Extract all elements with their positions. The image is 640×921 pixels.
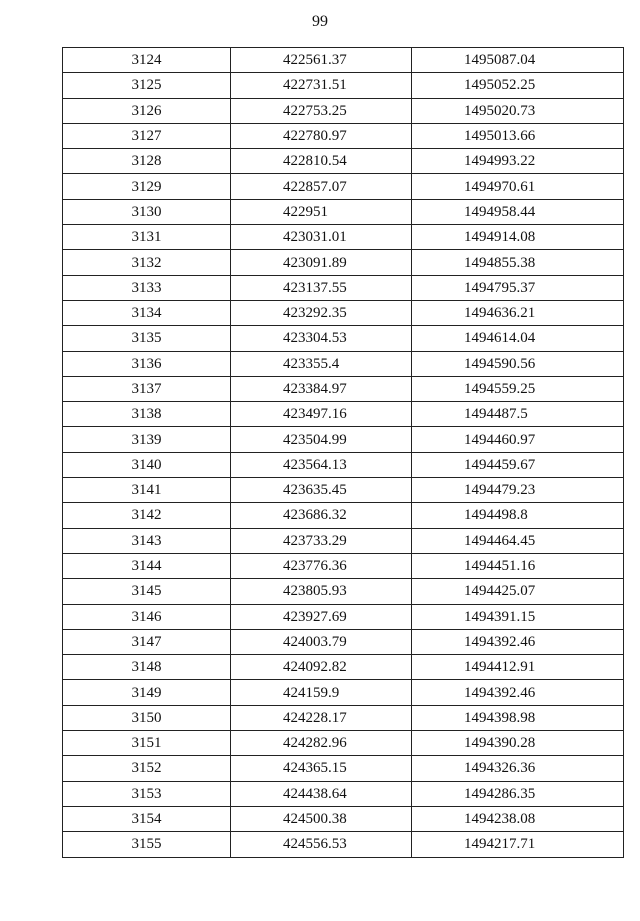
point-id-cell: 3152 xyxy=(63,756,231,781)
x-coordinate-cell: 423355.4 xyxy=(231,351,412,376)
y-coordinate-cell: 1494479.23 xyxy=(412,478,624,503)
x-coordinate-cell: 424092.82 xyxy=(231,655,412,680)
y-coordinate-cell: 1494614.04 xyxy=(412,326,624,351)
point-id-cell: 3146 xyxy=(63,604,231,629)
y-coordinate-cell: 1494914.08 xyxy=(412,225,624,250)
y-coordinate-cell: 1494795.37 xyxy=(412,275,624,300)
table-row xyxy=(63,48,624,73)
table-row xyxy=(63,376,624,401)
x-coordinate-cell: 423733.29 xyxy=(231,528,412,553)
point-id-cell: 3135 xyxy=(63,326,231,351)
point-id-cell: 3137 xyxy=(63,376,231,401)
table-row xyxy=(63,528,624,553)
table-row xyxy=(63,629,624,654)
y-coordinate-cell: 1495087.04 xyxy=(412,48,624,73)
table-row xyxy=(63,123,624,148)
point-id-cell: 3134 xyxy=(63,300,231,325)
point-id-cell: 3153 xyxy=(63,781,231,806)
x-coordinate-cell: 423137.55 xyxy=(231,275,412,300)
table-row xyxy=(63,427,624,452)
table-row xyxy=(63,149,624,174)
y-coordinate-cell: 1494326.36 xyxy=(412,756,624,781)
table-row xyxy=(63,300,624,325)
y-coordinate-cell: 1494464.45 xyxy=(412,528,624,553)
page-number: 99 xyxy=(312,13,328,30)
point-id-cell: 3136 xyxy=(63,351,231,376)
point-id-cell: 3150 xyxy=(63,705,231,730)
table-row xyxy=(63,351,624,376)
table-row xyxy=(63,553,624,578)
coordinates-table xyxy=(62,47,624,858)
table-row xyxy=(63,806,624,831)
point-id-cell: 3128 xyxy=(63,149,231,174)
x-coordinate-cell: 423776.36 xyxy=(231,553,412,578)
y-coordinate-cell: 1495052.25 xyxy=(412,73,624,98)
y-coordinate-cell: 1494460.97 xyxy=(412,427,624,452)
point-id-cell: 3149 xyxy=(63,680,231,705)
point-id-cell: 3125 xyxy=(63,73,231,98)
y-coordinate-cell: 1494217.71 xyxy=(412,832,624,857)
y-coordinate-cell: 1494238.08 xyxy=(412,806,624,831)
x-coordinate-cell: 423686.32 xyxy=(231,503,412,528)
table-row xyxy=(63,680,624,705)
point-id-cell: 3155 xyxy=(63,832,231,857)
y-coordinate-cell: 1494425.07 xyxy=(412,579,624,604)
x-coordinate-cell: 423384.97 xyxy=(231,376,412,401)
table-row xyxy=(63,655,624,680)
point-id-cell: 3140 xyxy=(63,452,231,477)
point-id-cell: 3144 xyxy=(63,553,231,578)
y-coordinate-cell: 1494855.38 xyxy=(412,250,624,275)
x-coordinate-cell: 423292.35 xyxy=(231,300,412,325)
x-coordinate-cell: 424003.79 xyxy=(231,629,412,654)
point-id-cell: 3139 xyxy=(63,427,231,452)
point-id-cell: 3148 xyxy=(63,655,231,680)
x-coordinate-cell: 424159.9 xyxy=(231,680,412,705)
table-row xyxy=(63,604,624,629)
x-coordinate-cell: 423091.89 xyxy=(231,250,412,275)
x-coordinate-cell: 422780.97 xyxy=(231,123,412,148)
y-coordinate-cell: 1495020.73 xyxy=(412,98,624,123)
x-coordinate-cell: 422857.07 xyxy=(231,174,412,199)
y-coordinate-cell: 1494590.56 xyxy=(412,351,624,376)
y-coordinate-cell: 1494498.8 xyxy=(412,503,624,528)
point-id-cell: 3138 xyxy=(63,402,231,427)
y-coordinate-cell: 1495013.66 xyxy=(412,123,624,148)
point-id-cell: 3126 xyxy=(63,98,231,123)
table-row xyxy=(63,705,624,730)
table-row xyxy=(63,731,624,756)
point-id-cell: 3142 xyxy=(63,503,231,528)
y-coordinate-cell: 1494390.28 xyxy=(412,731,624,756)
point-id-cell: 3131 xyxy=(63,225,231,250)
table-row xyxy=(63,326,624,351)
x-coordinate-cell: 423304.53 xyxy=(231,326,412,351)
table-row xyxy=(63,73,624,98)
table-row xyxy=(63,225,624,250)
y-coordinate-cell: 1494970.61 xyxy=(412,174,624,199)
y-coordinate-cell: 1494412.91 xyxy=(412,655,624,680)
x-coordinate-cell: 424228.17 xyxy=(231,705,412,730)
y-coordinate-cell: 1494636.21 xyxy=(412,300,624,325)
point-id-cell: 3147 xyxy=(63,629,231,654)
x-coordinate-cell: 424500.38 xyxy=(231,806,412,831)
x-coordinate-cell: 424282.96 xyxy=(231,731,412,756)
table-body xyxy=(63,48,624,858)
y-coordinate-cell: 1494487.5 xyxy=(412,402,624,427)
x-coordinate-cell: 423497.16 xyxy=(231,402,412,427)
table-row xyxy=(63,250,624,275)
x-coordinate-cell: 424556.53 xyxy=(231,832,412,857)
table-row xyxy=(63,579,624,604)
table-row xyxy=(63,781,624,806)
y-coordinate-cell: 1494958.44 xyxy=(412,199,624,224)
x-coordinate-cell: 423805.93 xyxy=(231,579,412,604)
y-coordinate-cell: 1494392.46 xyxy=(412,629,624,654)
y-coordinate-cell: 1494451.16 xyxy=(412,553,624,578)
y-coordinate-cell: 1494392.46 xyxy=(412,680,624,705)
point-id-cell: 3132 xyxy=(63,250,231,275)
x-coordinate-cell: 423031.01 xyxy=(231,225,412,250)
point-id-cell: 3145 xyxy=(63,579,231,604)
x-coordinate-cell: 422561.37 xyxy=(231,48,412,73)
table-row xyxy=(63,402,624,427)
point-id-cell: 3141 xyxy=(63,478,231,503)
x-coordinate-cell: 423564.13 xyxy=(231,452,412,477)
point-id-cell: 3154 xyxy=(63,806,231,831)
x-coordinate-cell: 422731.51 xyxy=(231,73,412,98)
table-row xyxy=(63,452,624,477)
point-id-cell: 3130 xyxy=(63,199,231,224)
y-coordinate-cell: 1494286.35 xyxy=(412,781,624,806)
x-coordinate-cell: 423504.99 xyxy=(231,427,412,452)
point-id-cell: 3133 xyxy=(63,275,231,300)
x-coordinate-cell: 422951 xyxy=(231,199,412,224)
table-row xyxy=(63,174,624,199)
x-coordinate-cell: 422753.25 xyxy=(231,98,412,123)
point-id-cell: 3129 xyxy=(63,174,231,199)
x-coordinate-cell: 423927.69 xyxy=(231,604,412,629)
point-id-cell: 3124 xyxy=(63,48,231,73)
table-row xyxy=(63,832,624,857)
x-coordinate-cell: 423635.45 xyxy=(231,478,412,503)
table-row xyxy=(63,98,624,123)
table-row xyxy=(63,199,624,224)
y-coordinate-cell: 1494398.98 xyxy=(412,705,624,730)
table-row xyxy=(63,756,624,781)
x-coordinate-cell: 422810.54 xyxy=(231,149,412,174)
point-id-cell: 3151 xyxy=(63,731,231,756)
y-coordinate-cell: 1494559.25 xyxy=(412,376,624,401)
table-row xyxy=(63,275,624,300)
x-coordinate-cell: 424438.64 xyxy=(231,781,412,806)
point-id-cell: 3127 xyxy=(63,123,231,148)
point-id-cell: 3143 xyxy=(63,528,231,553)
y-coordinate-cell: 1494993.22 xyxy=(412,149,624,174)
table-row xyxy=(63,503,624,528)
y-coordinate-cell: 1494391.15 xyxy=(412,604,624,629)
x-coordinate-cell: 424365.15 xyxy=(231,756,412,781)
table-row xyxy=(63,478,624,503)
y-coordinate-cell: 1494459.67 xyxy=(412,452,624,477)
